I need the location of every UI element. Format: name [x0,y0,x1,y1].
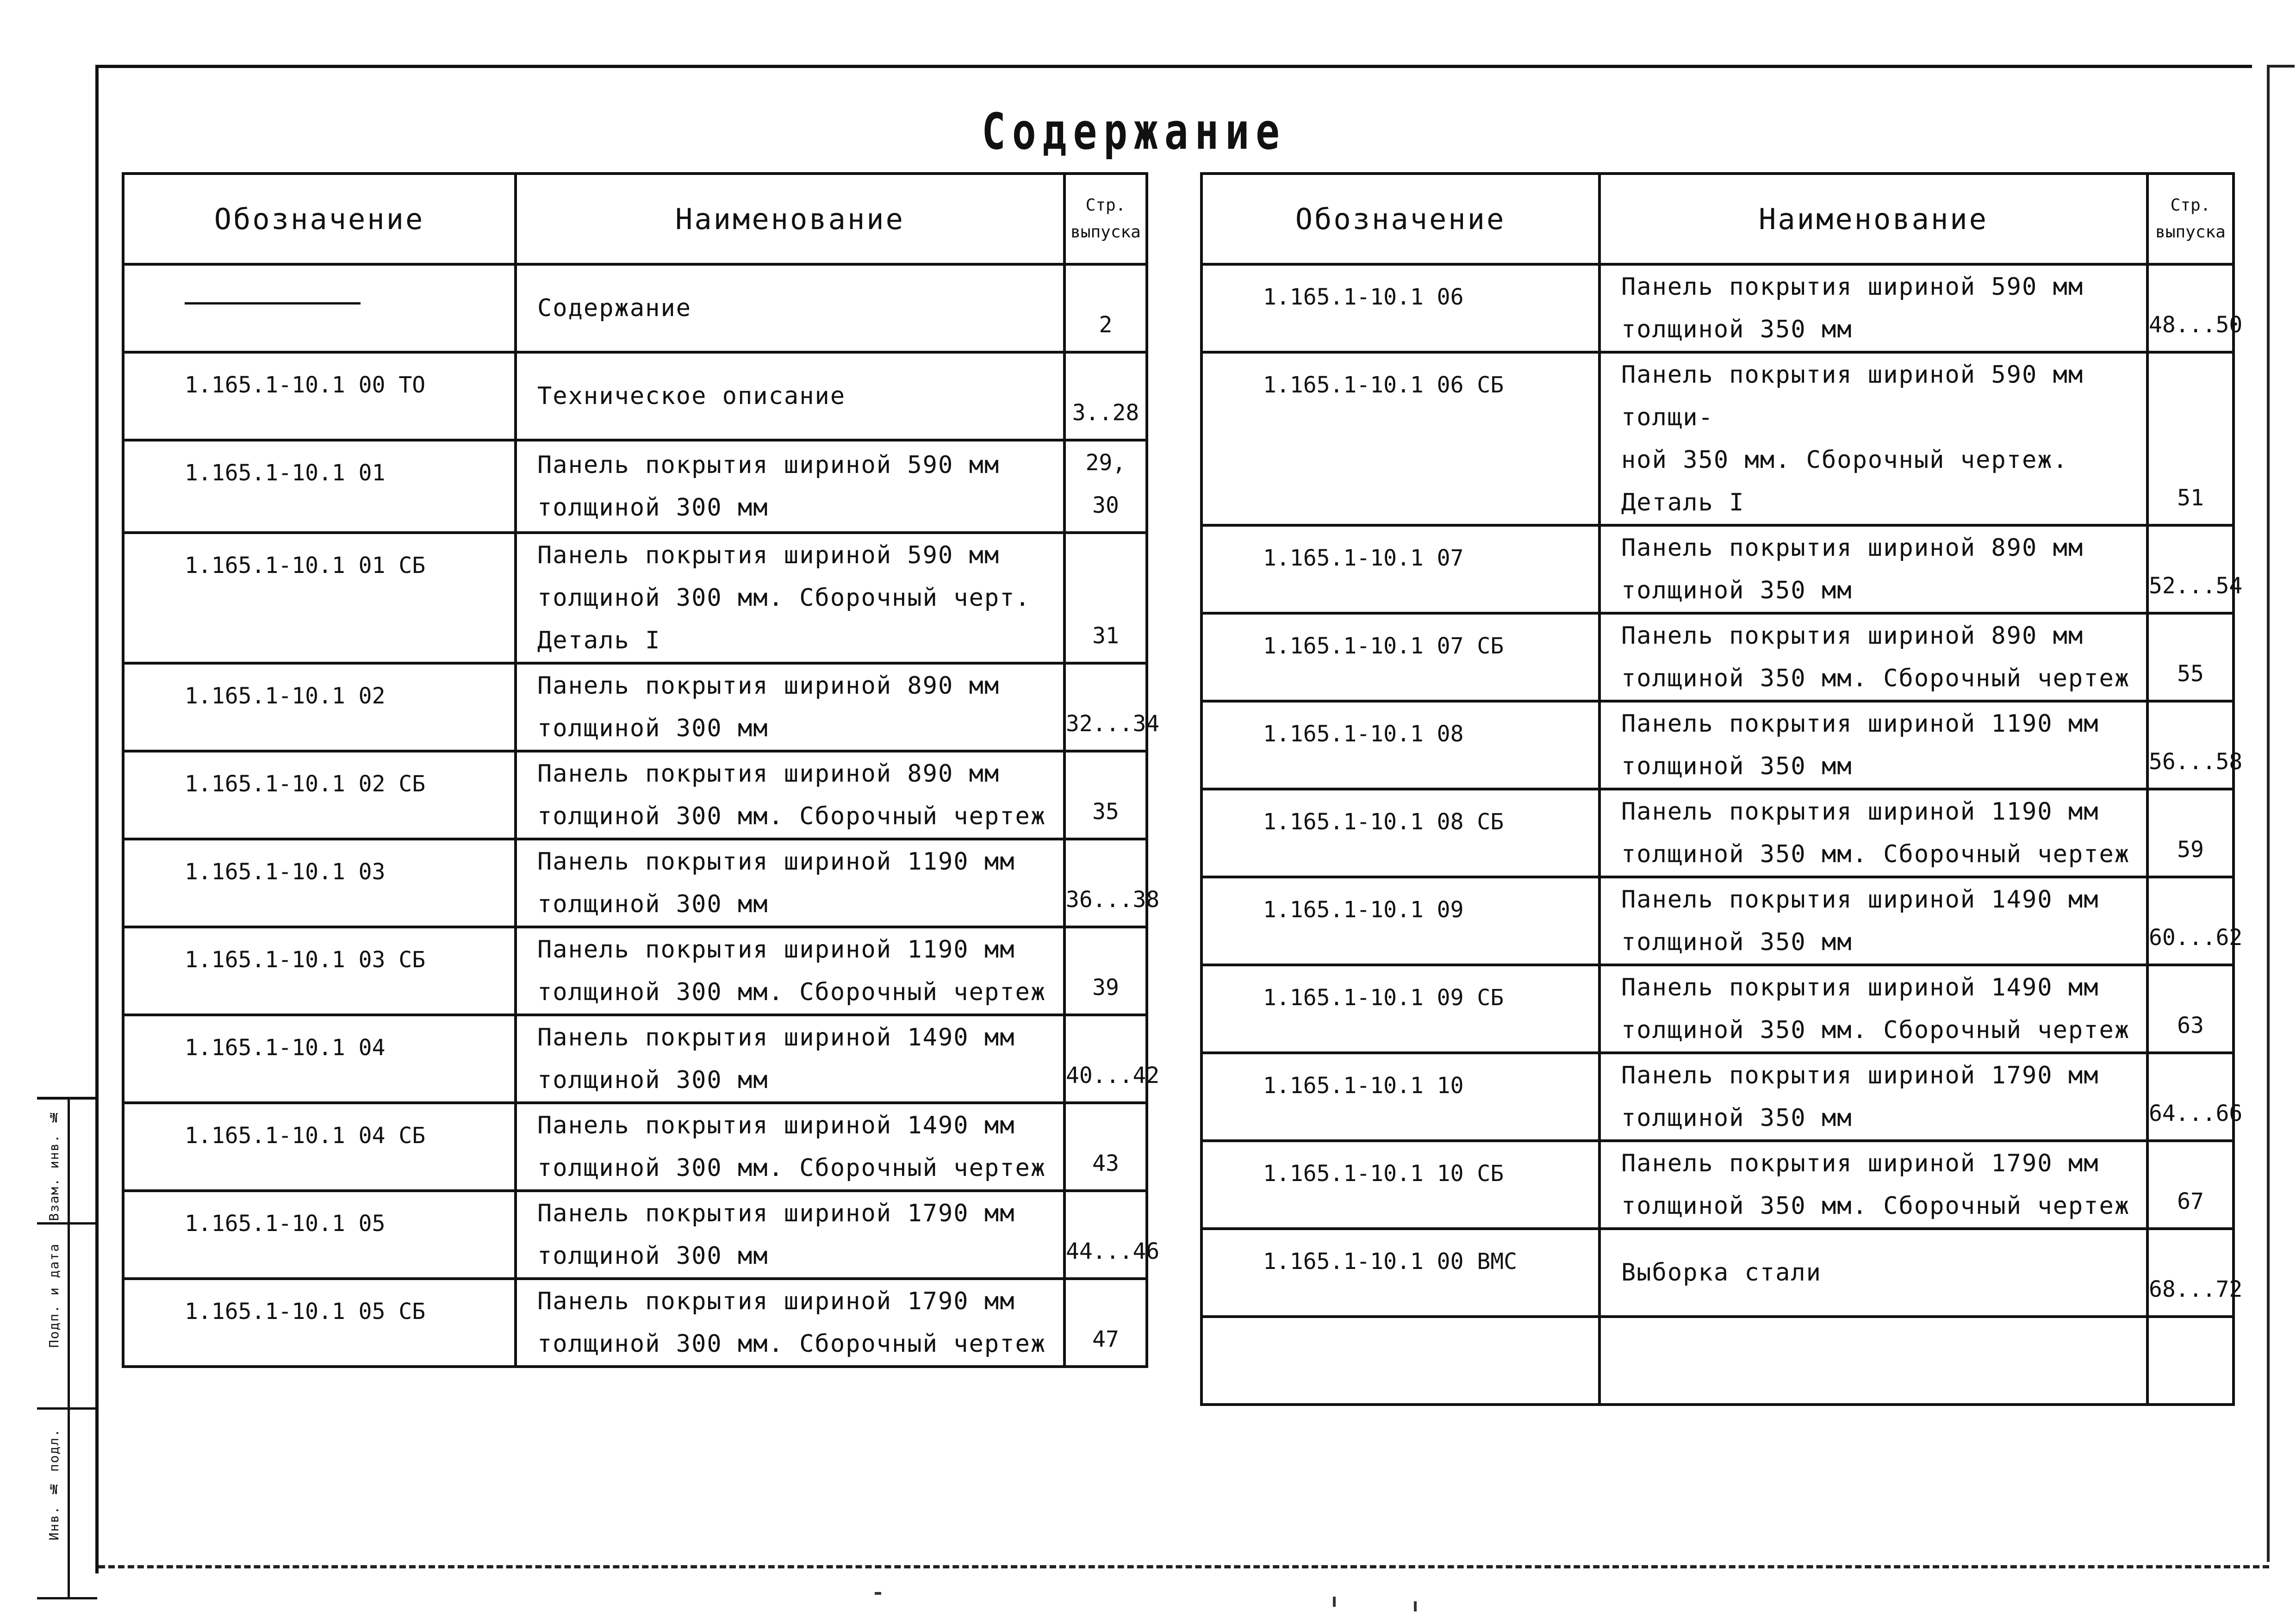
row-designation [1201,525,1599,613]
row-name [1599,1317,2147,1405]
page-title: Содержание [982,103,1286,161]
row-name: Панель покрытия шириной 1490 мм толщиной 350 мм. Сборочный чертеж [1599,965,2147,1053]
row-designation [123,927,516,1015]
designation-text: 1.165.1-10.1 00 ТО [185,372,426,398]
row-page: 64...66 [2147,1053,2234,1141]
stamp-cell [37,1225,97,1410]
row-page: 56...58 [2147,701,2234,789]
table-row [123,352,1147,440]
row-page: 60...62 [2147,877,2234,965]
contents-table-right [1200,172,2243,1406]
row-designation [123,264,516,352]
scan-mark [1333,1597,1336,1607]
table-row [1201,352,2234,525]
table-row [123,1279,1147,1367]
table-row [123,264,1147,352]
designation-text: 1.165.1-10.1 03 [185,859,386,885]
row-page: 2 [1064,264,1147,352]
scan-mark [1414,1601,1417,1611]
row-name: Содержание [516,264,1064,352]
row-name: Панель покрытия шириной 1190 мм толщиной 300 мм [516,839,1064,927]
table-row [1201,965,2234,1053]
row-designation [1201,352,1599,525]
row-name: Техническое описание [516,352,1064,440]
row-page: 36...38 [1064,839,1147,927]
designation-text: 1.165.1-10.1 05 [185,1211,386,1237]
row-designation [123,1015,516,1103]
header-page: Стр. выпуска [1064,174,1147,264]
designation-text: 1.165.1-10.1 03 СБ [185,947,426,973]
row-designation [1201,264,1599,352]
table-row [1201,1317,2234,1405]
row-page: 43 [1064,1103,1147,1191]
row-designation [123,751,516,839]
row-designation [123,533,516,663]
side-stamp [37,1097,97,1597]
designation-text: 1.165.1-10.1 07 [1263,545,1464,571]
row-designation [1201,1229,1599,1317]
table-row [123,1015,1147,1103]
table-row [123,1103,1147,1191]
table-body-right [1201,264,2243,1405]
frame-right-edge [2267,67,2270,1562]
row-name: Панель покрытия шириной 1790 мм толщиной 300 мм [516,1191,1064,1279]
row-name: Панель покрытия шириной 590 мм толщиной 300 мм. Сборочный черт. Деталь I [516,533,1064,663]
row-page: 44...46 [1064,1191,1147,1279]
row-designation [123,1103,516,1191]
table-row [123,839,1147,927]
table-row [1201,789,2234,877]
row-name: Панель покрытия шириной 590 мм толщиной 350 мм [1599,264,2147,352]
row-name: Панель покрытия шириной 1190 мм толщиной 300 мм. Сборочный чертеж [516,927,1064,1015]
row-page: 52...54 [2147,525,2234,613]
row-designation [123,1279,516,1367]
row-page [2147,1317,2234,1405]
row-name: Панель покрытия шириной 1490 мм толщиной 300 мм. Сборочный чертеж [516,1103,1064,1191]
row-page: 63 [2147,965,2234,1053]
designation-text: 1.165.1-10.1 10 [1263,1073,1464,1099]
row-page: 68...72 [2147,1229,2234,1317]
row-page: 48...50 [2147,264,2234,352]
frame-right-tick [2267,65,2295,68]
table-row [1201,1229,2234,1317]
designation-text: 1.165.1-10.1 09 [1263,897,1464,923]
table-row [1201,1141,2234,1229]
designation-text: 1.165.1-10.1 08 СБ [1263,809,1504,835]
row-page: 29, 30 [1064,440,1147,533]
row-designation [123,1191,516,1279]
row-designation [1201,613,1599,701]
table-row [1201,877,2234,965]
header-designation: Обозначение [123,174,516,264]
table-row [1201,613,2234,701]
table-row [123,751,1147,839]
designation-text: 1.165.1-10.1 00 ВМС [1263,1249,1518,1275]
stamp-label: Взам. инв. № [46,1109,62,1221]
scan-mark [875,1592,881,1595]
table-row [123,440,1147,533]
table-row [1201,701,2234,789]
row-page: 32...34 [1064,663,1147,751]
row-page: 31 [1064,533,1147,663]
designation-text: 1.165.1-10.1 08 [1263,721,1464,747]
row-name: Панель покрытия шириной 1790 мм толщиной 350 мм. Сборочный чертеж [1599,1141,2147,1229]
designation-text: 1.165.1-10.1 01 [185,460,386,486]
row-name: Панель покрытия шириной 890 мм толщиной 300 мм. Сборочный чертеж [516,751,1064,839]
row-name: Панель покрытия шириной 890 мм толщиной 350 мм [1599,525,2147,613]
row-page: 59 [2147,789,2234,877]
row-page: 40...42 [1064,1015,1147,1103]
designation-text: 1.165.1-10.1 05 СБ [185,1299,426,1325]
table-row [1201,264,2234,352]
row-name: Панель покрытия шириной 590 мм толщи- ной 350 мм. Сборочный чертеж. Деталь I [1599,352,2147,525]
designation-text: 1.165.1-10.1 06 [1263,284,1464,310]
row-name: Панель покрытия шириной 1190 мм толщиной 350 мм. Сборочный чертеж [1599,789,2147,877]
header-designation: Обозначение [1201,174,1599,264]
row-name: Панель покрытия шириной 1490 мм толщиной 300 мм [516,1015,1064,1103]
designation-text: 1.165.1-10.1 10 СБ [1263,1161,1504,1187]
designation-text: 1.165.1-10.1 04 [185,1035,386,1061]
row-name: Панель покрытия шириной 1790 мм толщиной 300 мм. Сборочный чертеж [516,1279,1064,1367]
row-designation [1201,877,1599,965]
stamp-cell [37,1100,97,1225]
row-designation [1201,965,1599,1053]
designation-text: 1.165.1-10.1 09 СБ [1263,985,1504,1011]
row-page: 51 [2147,352,2234,525]
row-designation [1201,1053,1599,1141]
row-name: Панель покрытия шириной 590 мм толщиной 300 мм [516,440,1064,533]
row-designation [1201,1141,1599,1229]
table-row [123,927,1147,1015]
table-row [123,663,1147,751]
row-page: 55 [2147,613,2234,701]
table-header-row [1201,174,2234,264]
row-designation [1201,701,1599,789]
row-name: Панель покрытия шириной 1490 мм толщиной 350 мм [1599,877,2147,965]
designation-text: 1.165.1-10.1 07 СБ [1263,633,1504,659]
empty-designation-dash [185,302,361,305]
designation-text: 1.165.1-10.1 06 СБ [1263,372,1504,398]
header-page: Стр. выпуска [2147,174,2234,264]
row-name: Панель покрытия шириной 890 мм толщиной 350 мм. Сборочный чертеж [1599,613,2147,701]
row-name: Выборка стали [1599,1229,2147,1317]
row-designation [1201,789,1599,877]
designation-text: 1.165.1-10.1 04 СБ [185,1123,426,1149]
designation-text: 1.165.1-10.1 02 СБ [185,771,426,797]
row-designation [123,663,516,751]
row-name: Панель покрытия шириной 1790 мм толщиной 350 мм [1599,1053,2147,1141]
row-page: 47 [1064,1279,1147,1367]
header-name: Наименование [516,174,1064,264]
table-row [1201,525,2234,613]
stamp-label: Подп. и дата [46,1243,62,1348]
row-name: Панель покрытия шириной 1190 мм толщиной 350 мм [1599,701,2147,789]
designation-text: 1.165.1-10.1 02 [185,683,386,709]
table-row [123,533,1147,663]
row-page: 3..28 [1064,352,1147,440]
row-designation [123,440,516,533]
table-header-row [123,174,1147,264]
row-page: 39 [1064,927,1147,1015]
stamp-cell [37,1410,97,1599]
row-designation [1201,1317,1599,1405]
designation-text: 1.165.1-10.1 01 СБ [185,553,426,578]
table-row [123,1191,1147,1279]
row-designation [123,839,516,927]
table-row [1201,1053,2234,1141]
row-designation [123,352,516,440]
frame-bottom-edge [99,1565,2269,1568]
table-body-left [123,264,1160,1367]
header-name: Наименование [1599,174,2147,264]
row-name: Панель покрытия шириной 890 мм толщиной 300 мм [516,663,1064,751]
row-page: 35 [1064,751,1147,839]
contents-table-left [122,172,1160,1368]
stamp-label: Инв. № подл. [46,1428,62,1541]
row-page: 67 [2147,1141,2234,1229]
